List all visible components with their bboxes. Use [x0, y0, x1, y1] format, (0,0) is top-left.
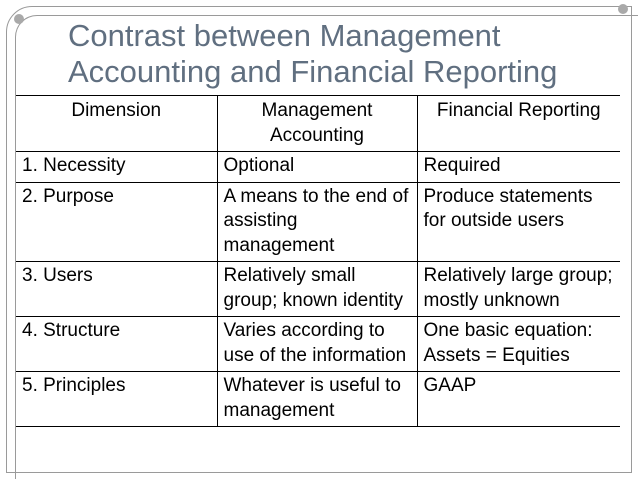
table-row [16, 262, 620, 317]
row-financial-cell: Relatively large group; mostly unknown [417, 262, 620, 317]
slide-title [68, 18, 628, 90]
title-line-1: Contrast between Management [68, 18, 501, 53]
comparison-table [16, 95, 620, 427]
comparison-table-container [16, 95, 620, 479]
header-management-accounting: Management Accounting [217, 96, 417, 152]
corner-dot [618, 4, 628, 14]
title-line-2: Accounting and Financial Reporting [68, 54, 558, 89]
row-dimension-cell: 5. Principles [16, 372, 217, 427]
row-management-cell: Optional [217, 152, 417, 183]
row-dimension-cell: 2. Purpose [16, 182, 217, 262]
row-management-cell: Whatever is useful to management [217, 372, 417, 427]
row-dimension-cell: 3. Users [16, 262, 217, 317]
row-management-cell: Varies according to use of the information [217, 317, 417, 372]
row-dimension-cell: 1. Necessity [16, 152, 217, 183]
table-row [16, 372, 620, 427]
header-dimension: Dimension [16, 96, 217, 152]
table-row [16, 317, 620, 372]
table-row [16, 152, 620, 183]
row-financial-cell: One basic equation: Assets = Equities [417, 317, 620, 372]
table-row [16, 182, 620, 262]
row-financial-cell: Produce statements for outside users [417, 182, 620, 262]
corner-dot [14, 14, 24, 24]
row-management-cell: A means to the end of assisting management [217, 182, 417, 262]
table-header-row [16, 96, 620, 152]
row-financial-cell: GAAP [417, 372, 620, 427]
row-financial-cell: Required [417, 152, 620, 183]
row-management-cell: Relatively small group; known identity [217, 262, 417, 317]
row-dimension-cell: 4. Structure [16, 317, 217, 372]
header-financial-reporting: Financial Reporting [417, 96, 620, 152]
